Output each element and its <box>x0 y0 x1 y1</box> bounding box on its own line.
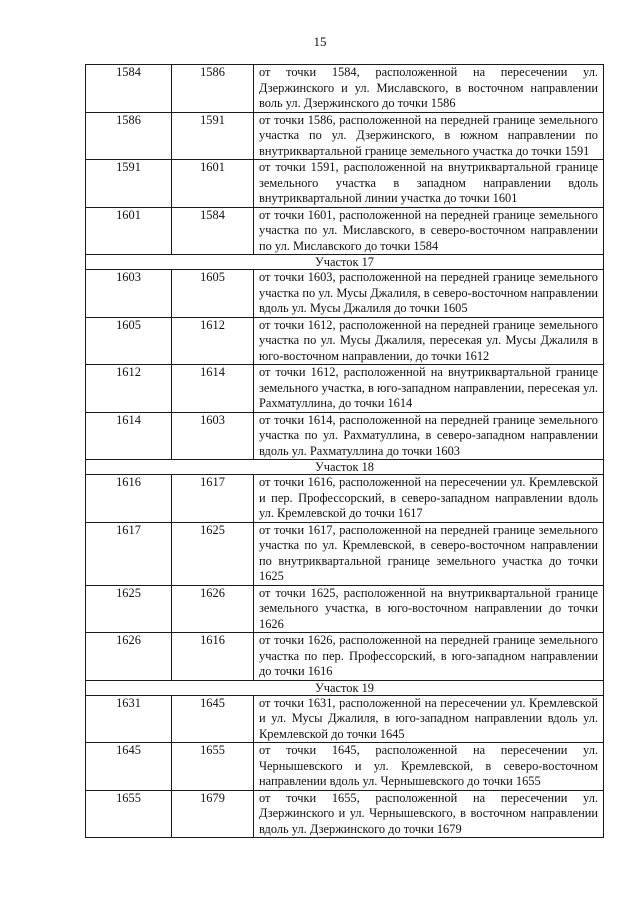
to-point-cell: 1626 <box>172 585 254 633</box>
table-row <box>86 633 604 681</box>
table-row <box>86 790 604 838</box>
to-point-cell: 1586 <box>172 65 254 113</box>
description-cell: от точки 1612, расположенной на внутриквартальной границе земельного участка, в юго-западном направлении, пересекая ул. Рахматуллина, до точки 1614 <box>254 365 604 413</box>
description-cell: от точки 1601, расположенной на передней границе земельного участка по ул. Миславского, в северо-восточном направлении по ул. Миславского до точки 1584 <box>254 207 604 255</box>
table-row <box>86 160 604 208</box>
to-point-cell: 1605 <box>172 270 254 318</box>
description-cell: от точки 1603, расположенной на передней границе земельного участка по ул. Мусы Джалиля, в северо-восточном направлении вдоль ул. Мусы Джалиля до точки 1605 <box>254 270 604 318</box>
description-cell: от точки 1631, расположенной на пересечении ул. Кремлевской и ул. Мусы Джалиля, в юго-западном направлении вдоль ул. Кремлевской до точки 1645 <box>254 695 604 743</box>
to-point-cell: 1645 <box>172 695 254 743</box>
from-point-cell: 1586 <box>86 112 172 160</box>
to-point-cell: 1655 <box>172 743 254 791</box>
to-point-cell: 1612 <box>172 317 254 365</box>
table-row <box>86 365 604 413</box>
table-row <box>86 65 604 113</box>
description-cell: от точки 1612, расположенной на передней границе земельного участка по ул. Мусы Джалиля, пересекая ул. Мусы Джалиля в юго-восточном направлении, до точки 1612 <box>254 317 604 365</box>
from-point-cell: 1625 <box>86 585 172 633</box>
to-point-cell: 1591 <box>172 112 254 160</box>
section-title: Участок 19 <box>86 680 604 695</box>
description-cell: от точки 1586, расположенной на передней границе земельного участка по ул. Дзержинского, в южном направлении по внутриквартальной границе земельного участка до точки 1591 <box>254 112 604 160</box>
table-row <box>86 412 604 460</box>
section-header-row <box>86 680 604 695</box>
from-point-cell: 1655 <box>86 790 172 838</box>
table-row <box>86 270 604 318</box>
to-point-cell: 1617 <box>172 475 254 523</box>
from-point-cell: 1614 <box>86 412 172 460</box>
from-point-cell: 1605 <box>86 317 172 365</box>
page-number: 15 <box>313 34 327 49</box>
table-row <box>86 522 604 585</box>
from-point-cell: 1617 <box>86 522 172 585</box>
table-row <box>86 585 604 633</box>
description-cell: от точки 1584, расположенной на пересечении ул. Дзержинского и ул. Миславского, в восточном направлении воль ул. Дзержинского до точки 1586 <box>254 65 604 113</box>
to-point-cell: 1614 <box>172 365 254 413</box>
from-point-cell: 1616 <box>86 475 172 523</box>
description-cell: от точки 1614, расположенной на передней границе земельного участка по ул. Рахматуллина, в северо-западном направлении вдоль ул. Рахматуллина до точки 1603 <box>254 412 604 460</box>
from-point-cell: 1645 <box>86 743 172 791</box>
from-point-cell: 1631 <box>86 695 172 743</box>
from-point-cell: 1603 <box>86 270 172 318</box>
to-point-cell: 1625 <box>172 522 254 585</box>
description-cell: от точки 1591, расположенной на внутриквартальной границе земельного участка в западном направлении вдоль внутриквартальной линии участка до точки 1601 <box>254 160 604 208</box>
table-row <box>86 695 604 743</box>
from-point-cell: 1591 <box>86 160 172 208</box>
description-cell: от точки 1626, расположенной на передней границе земельного участка по пер. Профессорский, в юго-западном направлении до точки 1616 <box>254 633 604 681</box>
table-row <box>86 207 604 255</box>
to-point-cell: 1679 <box>172 790 254 838</box>
description-cell: от точки 1625, расположенной на внутриквартальной границе земельного участка, в юго-восточном направлении до точки 1626 <box>254 585 604 633</box>
from-point-cell: 1612 <box>86 365 172 413</box>
description-cell: от точки 1617, расположенной на передней границе земельного участка по ул. Кремлевской, в северо-восточном направлении по внутриквартальной границе земельного участка до точки 1625 <box>254 522 604 585</box>
from-point-cell: 1584 <box>86 65 172 113</box>
section-header-row <box>86 460 604 475</box>
table-row <box>86 112 604 160</box>
to-point-cell: 1616 <box>172 633 254 681</box>
to-point-cell: 1584 <box>172 207 254 255</box>
section-title: Участок 17 <box>86 255 604 270</box>
to-point-cell: 1603 <box>172 412 254 460</box>
description-cell: от точки 1655, расположенной на пересечении ул. Дзержинского и ул. Чернышевского, в восточном направлении вдоль ул. Дзержинского до точки 1679 <box>254 790 604 838</box>
boundary-table <box>85 64 604 838</box>
section-title: Участок 18 <box>86 460 604 475</box>
table-row <box>86 743 604 791</box>
table-row <box>86 317 604 365</box>
description-cell: от точки 1616, расположенной на пересечении ул. Кремлевской и пер. Профессорский, в северо-западном направлении вдоль ул. Кремлевской до точки 1617 <box>254 475 604 523</box>
table-row <box>86 475 604 523</box>
boundary-table-body <box>86 65 604 838</box>
from-point-cell: 1626 <box>86 633 172 681</box>
section-header-row <box>86 255 604 270</box>
to-point-cell: 1601 <box>172 160 254 208</box>
from-point-cell: 1601 <box>86 207 172 255</box>
description-cell: от точки 1645, расположенной на пересечении ул. Чернышевского и ул. Кремлевской, в северо-восточном направлении вдоль ул. Чернышевского до точки 1655 <box>254 743 604 791</box>
